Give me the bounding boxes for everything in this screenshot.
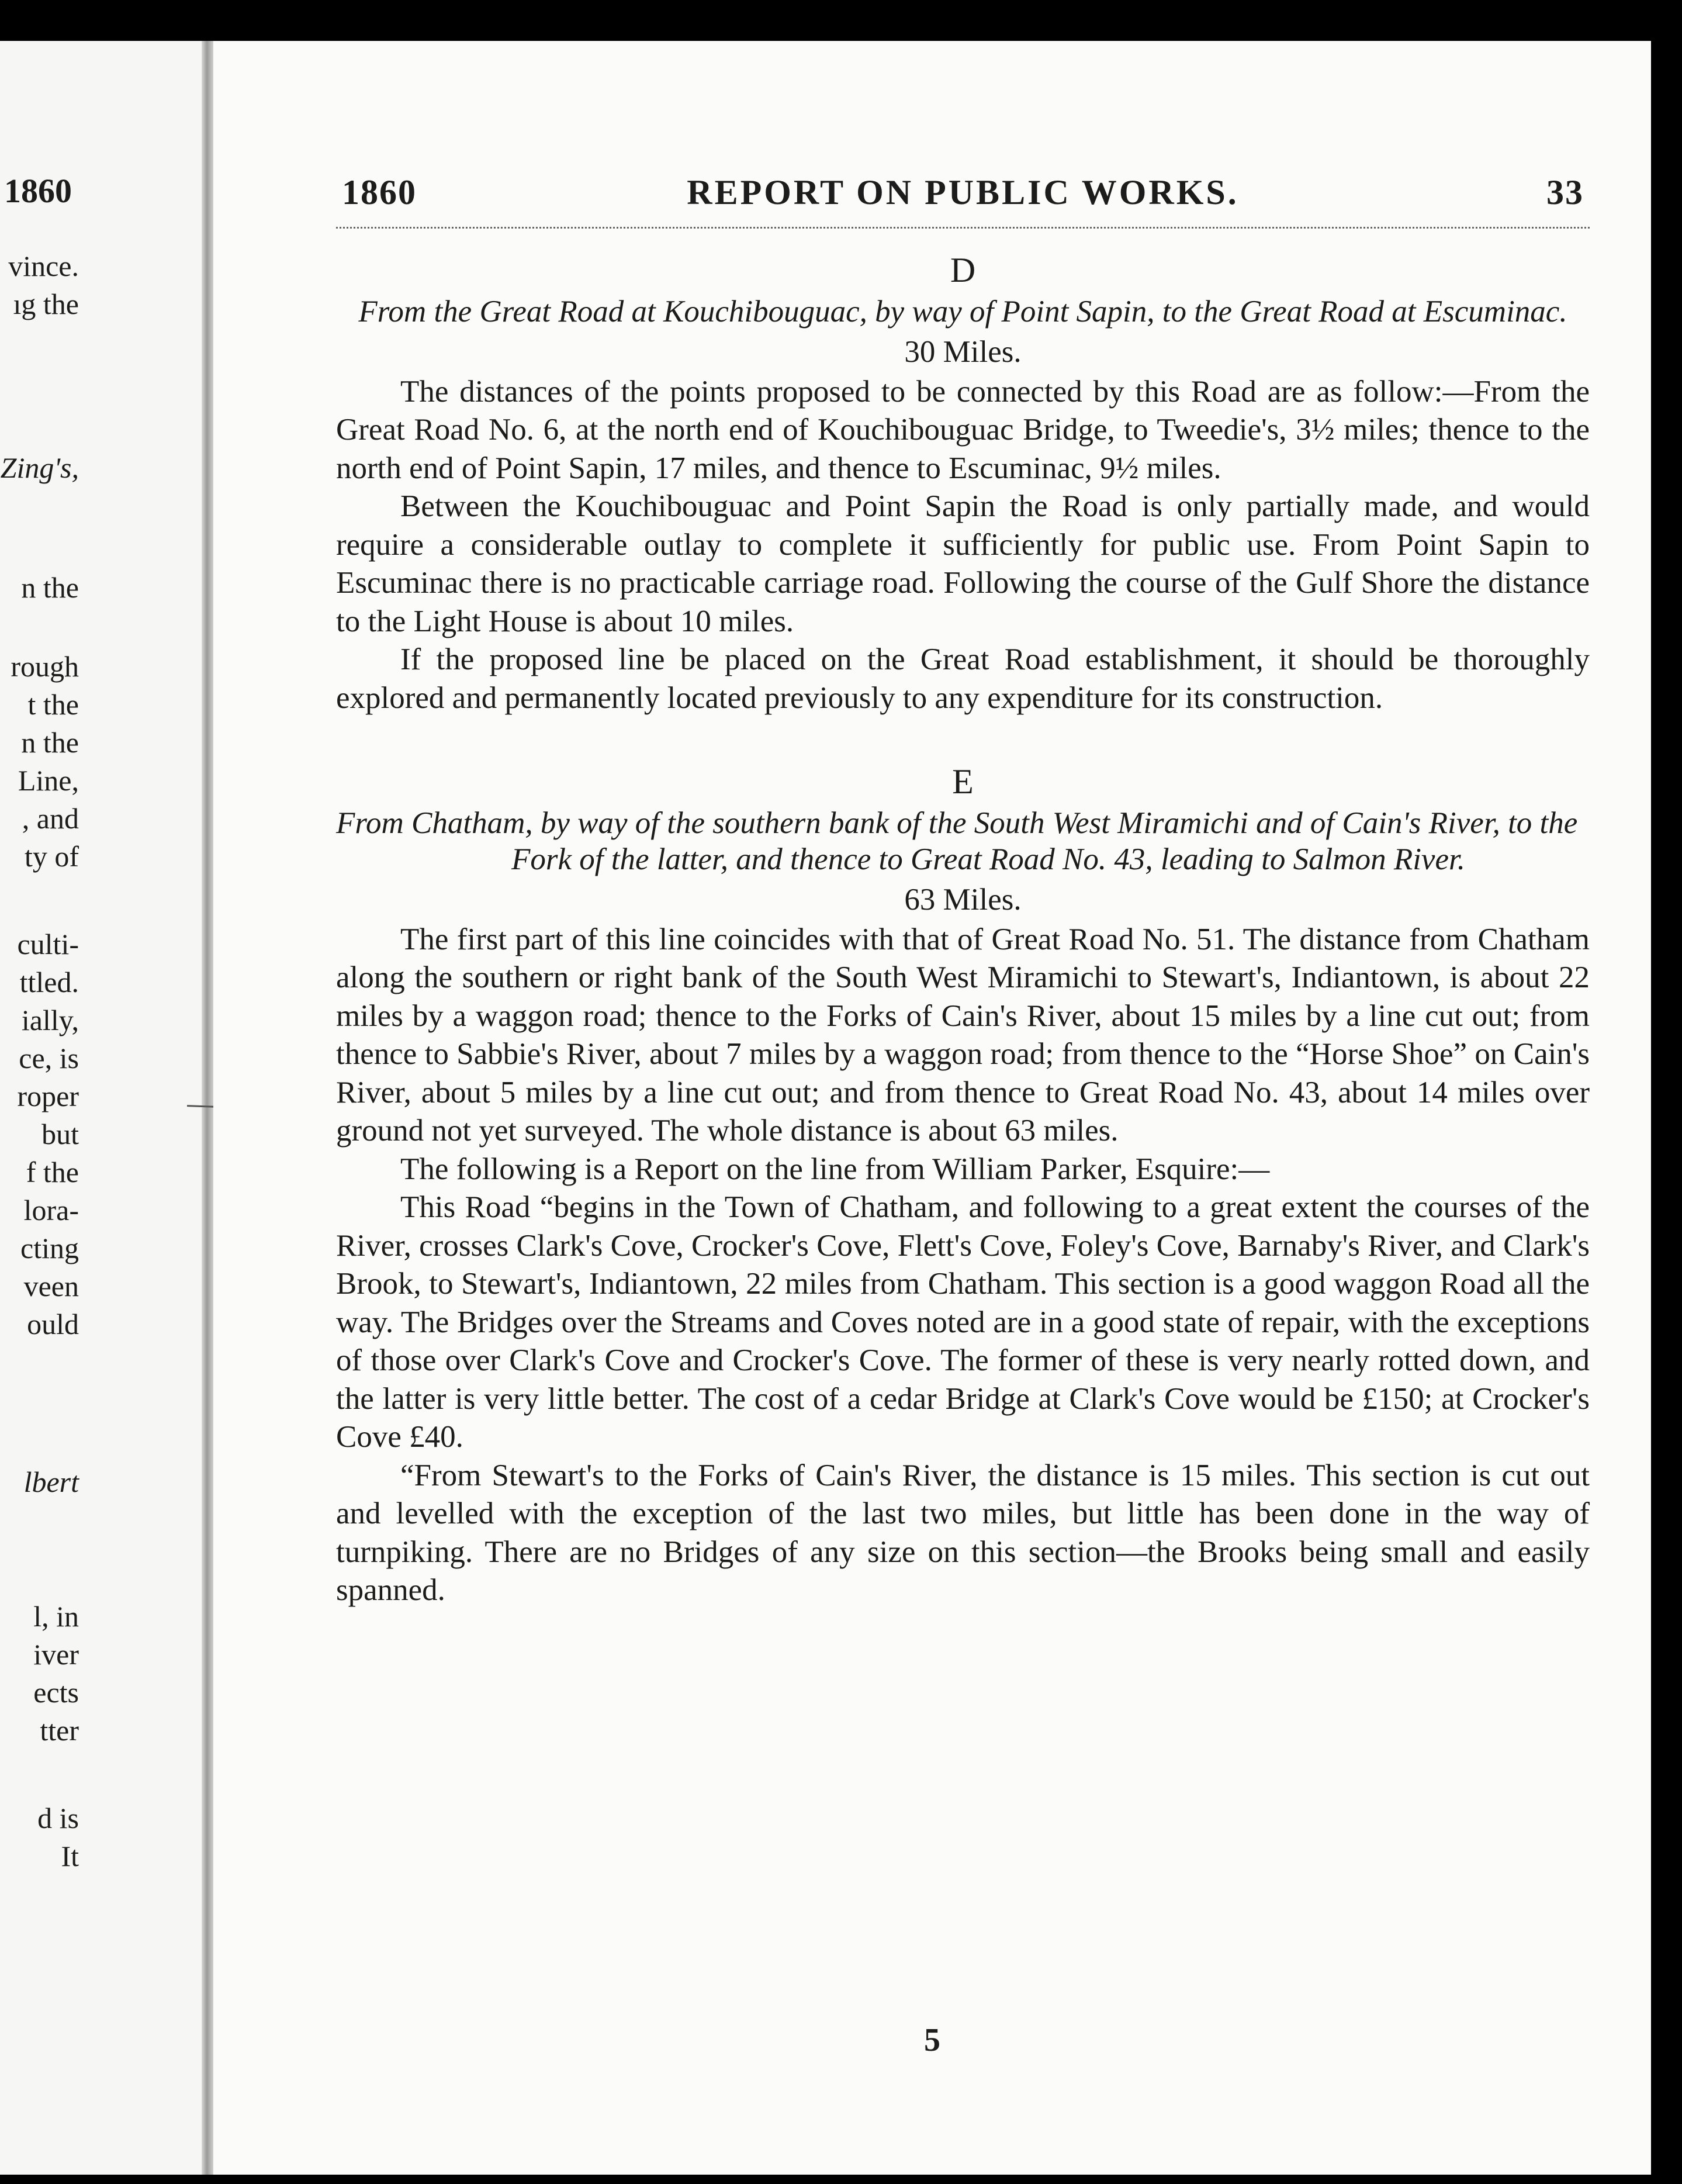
facing-page-text: ty of	[24, 840, 79, 873]
page-number: 33	[1546, 173, 1584, 212]
facing-page-text: l, in	[33, 1600, 79, 1633]
facing-page-text: , and	[22, 802, 79, 835]
section-d-letter: D	[950, 251, 976, 289]
facing-page-text: vince.	[8, 250, 79, 282]
facing-page-text: ould	[27, 1308, 79, 1340]
facing-page-text: iver	[33, 1638, 79, 1671]
facing-page-text: Zing's,	[0, 451, 79, 484]
facing-page-text: Line,	[18, 764, 79, 797]
facing-page-text: culti-	[17, 928, 79, 960]
section-e-letter: E	[952, 762, 974, 801]
page-body	[336, 247, 1590, 1610]
paragraph: Between the Kouchibouguac and Point Sapin the Road is only partially made, and would require a considerable outlay to complete it sufficiently for public use. From Point Sapin to Escuminac there is no practicable carriage road. Following the course of the Gulf Shore the distance to the Light House is about 10 miles.	[336, 489, 1590, 638]
facing-page-text: n the	[21, 726, 79, 759]
paragraph: “From Stewart's to the Forks of Cain's River, the distance is 15 miles. This section is cut out and levelled with the exception of the last two miles, but little has been done in the way of turnpiking. There are no Bridges of any size on this section—the Brooks being small and easily spanned.	[336, 1458, 1590, 1607]
signature-mark: 5	[924, 2022, 940, 2058]
facing-page-text: n the	[21, 571, 79, 604]
facing-page-text: but	[41, 1118, 79, 1150]
facing-page-text: ce, is	[19, 1042, 79, 1074]
facing-page-text: t the	[27, 688, 79, 721]
paragraph: The following is a Report on the line from William Parker, Esquire:—	[400, 1152, 1270, 1186]
report-page	[213, 41, 1651, 2175]
facing-page-text: tter	[40, 1714, 79, 1747]
section-d-title: From the Great Road at Kouchibouguac, by way of Point Sapin, to the Great Road at Escuminac.	[358, 295, 1567, 329]
facing-page-text: lora-	[23, 1194, 79, 1226]
page-title: REPORT ON PUBLIC WORKS.	[687, 173, 1239, 212]
section-gap	[336, 717, 1590, 758]
header-rule	[336, 227, 1590, 229]
section-d-miles: 30 Miles.	[904, 335, 1022, 369]
facing-page-year: 1860	[4, 172, 72, 210]
facing-page-text: ıg the	[13, 288, 79, 320]
facing-page-text: ects	[33, 1676, 79, 1709]
facing-page-text: ttled.	[19, 966, 79, 998]
section-e-miles: 63 Miles.	[904, 883, 1022, 917]
facing-page-text: rough	[11, 650, 79, 683]
facing-page-fragment	[0, 41, 202, 2175]
facing-page-text: veen	[23, 1270, 79, 1302]
running-head	[342, 172, 1584, 219]
section-e-title: From Chatham, by way of the southern bank of the South West Miramichi and of Cain's River, to the Fork of the latter, and thence to Great Road No. 43, leading to Salmon River.	[336, 806, 1578, 876]
paragraph: The distances of the points proposed to be connected by this Road are as follow:—From the Great Road No. 6, at the north end of Kouchibouguac Bridge, to Tweedie's, 3½ miles; thence to the north end of Point Sapin, 17 miles, and thence to Escuminac, 9½ miles.	[336, 374, 1590, 485]
paragraph: This Road “begins in the Town of Chatham, and following to a great extent the courses of the River, crosses Clark's Cove, Crocker's Cove, Flett's Cove, Foley's Cove, Barnaby's River, and Clark's Brook, to Stewart's, Indiantown, 22 miles from Chatham. This section is a good waggon Road all the way. The Bridges over the Streams and Coves noted are in a good state of repair, with the exceptions of those over Clark's Cove and Crocker's Cove. The former of these is very nearly rotted down, and the latter is very little better. The cost of a cedar Bridge at Clark's Cove would be £150; at Crocker's Cove £40.	[336, 1190, 1590, 1454]
facing-page-text: cting	[20, 1232, 79, 1264]
facing-page-text: f the	[26, 1156, 79, 1188]
book-gutter	[202, 41, 213, 2175]
facing-page-text: ially,	[21, 1004, 79, 1036]
header-year: 1860	[342, 173, 417, 212]
facing-page-text: d is	[37, 1802, 79, 1834]
paragraph: The first part of this line coincides with that of Great Road No. 51. The distance from Chatham along the southern or right bank of the South West Miramichi to Stewart's, Indiantown, is about 22 miles by a waggon road; thence to the Forks of Cain's River, about 15 miles by a line cut out; from thence to Sabbie's River, about 7 miles by a waggon road; from thence to the “Horse Shoe” on Cain's River, about 5 miles by a line cut out; and from thence to Great Road No. 43, about 14 miles over ground not yet surveyed. The whole distance is about 63 miles.	[336, 922, 1590, 1148]
paragraph: If the proposed line be placed on the Great Road establishment, it should be thoroughly explored and permanently located previously to any expenditure for its construction.	[336, 642, 1590, 715]
facing-page-text: roper	[17, 1080, 79, 1112]
facing-page-text: It	[61, 1840, 79, 1872]
scan-border	[1651, 88, 1682, 2184]
facing-page-text: lbert	[23, 1466, 79, 1498]
